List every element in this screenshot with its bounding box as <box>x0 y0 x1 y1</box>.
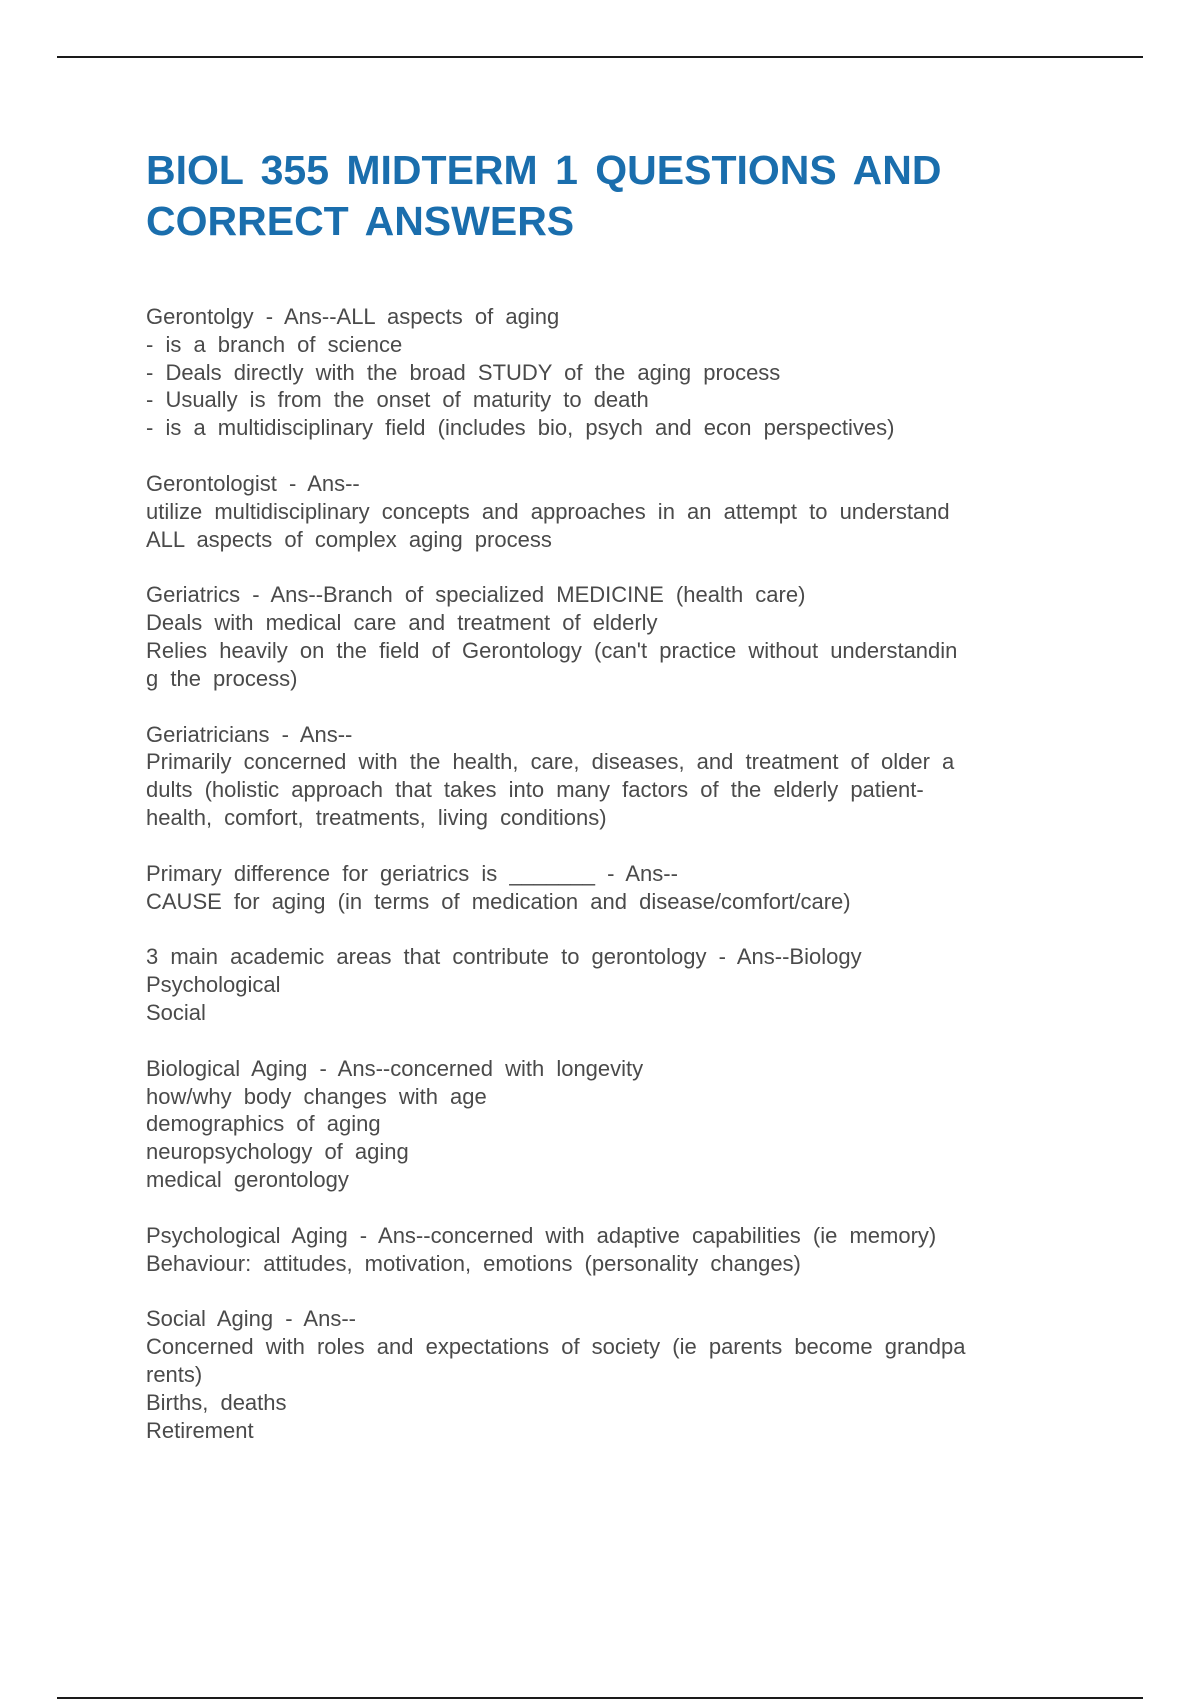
qa-line: demographics of aging <box>146 1111 381 1137</box>
qa-list <box>146 303 1086 1472</box>
qa-line: rents) <box>146 1361 203 1387</box>
document-title-line: BIOL 355 MIDTERM 1 QUESTIONS AND <box>146 147 942 193</box>
qa-line: 3 main academic areas that contribute to gerontology - Ans--Biology <box>146 944 862 970</box>
qa-entry-biological-aging <box>146 1055 1086 1194</box>
qa-line: medical gerontology <box>146 1166 349 1192</box>
top-divider <box>57 56 1143 58</box>
qa-entry-academic-areas <box>146 943 1086 1026</box>
qa-entry-gerontologist <box>146 470 1086 553</box>
qa-line: Gerontolgy - Ans--ALL aspects of aging <box>146 304 560 329</box>
qa-line: ALL aspects of complex aging process <box>146 526 552 552</box>
qa-line: dults (holistic approach that takes into many factors of the elderly patient- <box>146 777 924 803</box>
qa-line: Social Aging - Ans-- <box>146 1306 356 1332</box>
qa-line: - is a multidisciplinary field (includes bio, psych and econ perspectives) <box>146 415 895 441</box>
qa-line: Retirement <box>146 1417 254 1443</box>
qa-line: utilize multidisciplinary concepts and approaches in an attempt to understand <box>146 498 950 524</box>
qa-line: Psychological Aging - Ans--concerned with adaptive capabilities (ie memory) <box>146 1222 937 1248</box>
qa-line: Gerontologist - Ans-- <box>146 470 360 496</box>
qa-entry-gerontology <box>146 303 1086 442</box>
qa-line: health, comfort, treatments, living conditions) <box>146 804 607 830</box>
qa-line: neuropsychology of aging <box>146 1139 409 1165</box>
qa-line: Geriatricians - Ans-- <box>146 721 353 747</box>
document-title <box>146 145 1106 247</box>
qa-line: - Deals directly with the broad STUDY of the aging process <box>146 359 781 385</box>
bottom-divider <box>57 1697 1143 1699</box>
qa-line: Geriatrics - Ans--Branch of specialized MEDICINE (health care) <box>146 582 806 608</box>
qa-line: Concerned with roles and expectations of society (ie parents become grandpa <box>146 1334 966 1360</box>
qa-line: how/why body changes with age <box>146 1083 487 1109</box>
qa-line: Deals with medical care and treatment of elderly <box>146 610 658 636</box>
qa-line: Births, deaths <box>146 1389 287 1415</box>
qa-line: - Usually is from the onset of maturity to death <box>146 387 649 413</box>
qa-line: Relies heavily on the field of Gerontology (can't practice without understandin <box>146 637 958 663</box>
qa-entry-social-aging <box>146 1305 1086 1444</box>
qa-line: Primary difference for geriatrics is _______ - Ans-- <box>146 860 678 886</box>
qa-line: Behaviour: attitudes, motivation, emotions (personality changes) <box>146 1250 801 1276</box>
qa-entry-geriatrics <box>146 581 1086 692</box>
qa-line: CAUSE for aging (in terms of medication and disease/comfort/care) <box>146 888 851 914</box>
qa-entry-primary-difference <box>146 860 1086 916</box>
qa-line: Biological Aging - Ans--concerned with longevity <box>146 1055 644 1081</box>
document-title-line: CORRECT ANSWERS <box>146 198 575 244</box>
qa-line: Social <box>146 999 206 1025</box>
qa-line: - is a branch of science <box>146 331 403 357</box>
qa-line: Primarily concerned with the health, care, diseases, and treatment of older a <box>146 749 955 775</box>
qa-entry-geriatricians <box>146 721 1086 832</box>
qa-entry-psychological-aging <box>146 1222 1086 1278</box>
qa-line: g the process) <box>146 665 298 691</box>
qa-line: Psychological <box>146 972 281 998</box>
